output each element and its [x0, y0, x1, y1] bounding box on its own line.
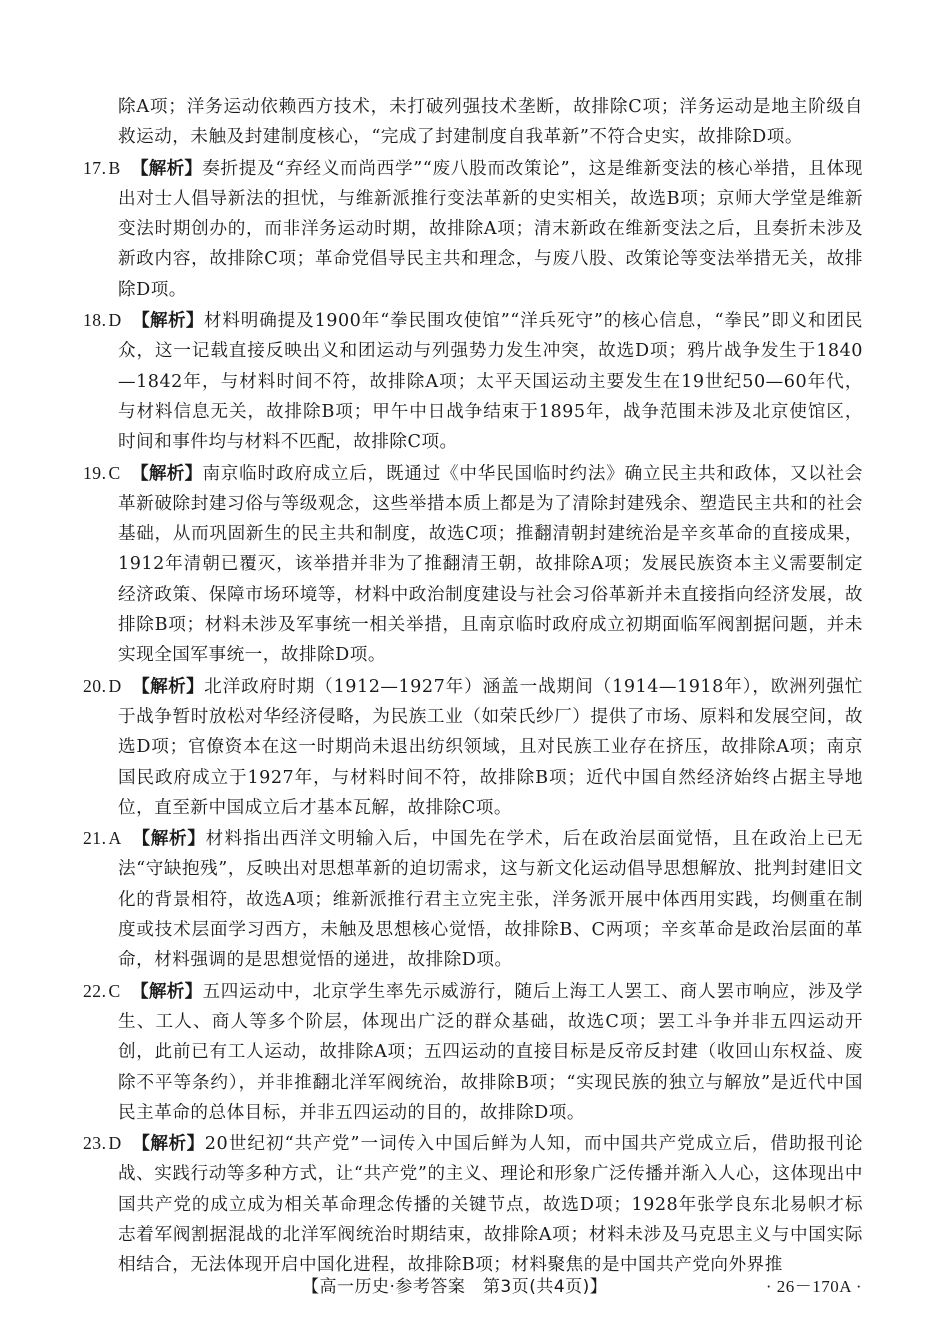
answer-choice: D	[108, 1133, 122, 1154]
answer-item	[83, 1128, 863, 1280]
answer-head	[83, 1134, 132, 1154]
analysis-label: 【解析】	[131, 311, 204, 332]
answer-item	[83, 153, 863, 305]
answer-choice: D	[108, 310, 122, 331]
answer-item	[83, 976, 863, 1128]
question-number: 17.	[83, 157, 107, 178]
analysis-text: 材料明确提及1900年“拳民围攻使馆”“洋兵死守”的核心信息，“拳民”即义和团民众，这一记载直接反映出义和团运动与列强势力发生冲突，故选D项；鸦片战争发生于1840—1842年，与材料时间不符，故排除A项；太平天国运动主要发生在19世纪50—60年代，与材料信息无关，故排除B项；甲午中日战争结束于1895年，战争范围未涉及北京使馆区，时间和事件均与材料不匹配，故排除C项。	[118, 311, 863, 453]
answer-head	[83, 311, 132, 331]
question-number: 20.	[83, 675, 107, 696]
analysis-label: 【解析】	[130, 463, 203, 484]
answer-choice: B	[108, 157, 121, 178]
footer-code: · 26－170A ·	[765, 1277, 862, 1296]
analysis-label: 【解析】	[131, 676, 205, 697]
answer-item	[83, 823, 863, 975]
answer-head	[83, 159, 131, 179]
analysis-text: 南京临时政府成立后，既通过《中华民国临时约法》确立民主共和政体，又以社会革新破除封建习俗与等级观念，这些举措本质上都是为了清除封建残余、塑造民主共和的社会基础，从而巩固新生的民主共和制度，故选C项；推翻清朝封建统治是辛亥革命的直接成果，1912年清朝已覆灭，该举措并非为了推翻清王朝，故排除A项；发展民族资本主义需要制定经济政策、保障市场环境等，材料中政治制度建设与社会习俗革新并未直接指向经济发展，故排除B项；材料未涉及军事统一相关举措，且南京临时政府成立初期面临军阀割据问题，并未实现全国军事统一，故排除D项。	[118, 463, 863, 666]
answer-choice: A	[108, 828, 122, 849]
analysis-text: 五四运动中，北京学生率先示威游行，随后上海工人罢工、商人罢市响应，涉及学生、工人、商人等多个阶层，体现出广泛的群众基础，故选C项；罢工斗争并非五四运动开创，此前已有工人运动，故排除A项；五四运动的直接目标是反帝反封建（收回山东权益、废除不平等条约），并非推翻北洋军阀统治，故排除B项；“实现民族的独立与解放”是近代中国民主革命的总体目标，并非五四运动的目的，故排除D项。	[118, 981, 863, 1123]
question-number: 23.	[83, 1133, 107, 1154]
question-number: 21.	[83, 828, 107, 849]
page-footer	[0, 1272, 950, 1302]
answer-content	[83, 92, 863, 1281]
question-number: 18.	[83, 310, 107, 331]
answer-item	[83, 671, 863, 823]
analysis-text: 奏折提及“弃经义而尚西学”“废八股而改策论”，这是维新变法的核心举措，且体现出对士人倡导新法的担忧，与维新派推行变法革新的史实相关，故选B项；京师大学堂是维新变法时期创办的，而非洋务运动时期，故排除A项；清末新政在维新变法之后，且奏折未涉及新政内容，故排除C项；革命党倡导民主共和理念，与废八股、改策论等变法举措无关，故排除D项。	[118, 158, 863, 300]
analysis-label: 【解析】	[131, 829, 206, 850]
analysis-text: 材料指出西洋文明输入后，中国先在学术，后在政治层面觉悟，且在政治上已无法“守缺抱残”，反映出对思想革新的迫切需求，这与新文化运动倡导思想解放、批判封建旧文化的背景相符，故选A项；维新派推行君主立宪主张，洋务派开展中体西用实践，均侧重在制度或技术层面学习西方，未触及思想核心觉悟，故排除B、C两项；辛亥革命是政治层面的革命，材料强调的是思想觉悟的递进，故排除D项。	[118, 829, 863, 971]
answer-head	[83, 677, 132, 697]
question-number: 19.	[83, 462, 107, 483]
analysis-label: 【解析】	[131, 1134, 205, 1155]
question-number: 22.	[83, 980, 107, 1001]
answer-head	[83, 829, 132, 849]
analysis-text: 20世纪初“共产党”一词传入中国后鲜为人知，而中国共产党成立后，借助报刊论战、实践行动等多种方式，让“共产党”的主义、理论和形象广泛传播并渐入人心，这体现出中国共产党的成立成为相关革命理念传播的关键节点，故选D项；1928年张学良东北易帜才标志着军阀割据混战的北洋军阀统治时期结束，故排除A项；材料未涉及马克思主义与中国实际相结合，无法体现开启中国化进程，故排除B项；材料聚焦的是中国共产党向外界推	[118, 1134, 863, 1276]
answer-item	[83, 305, 863, 457]
analysis-label: 【解析】	[130, 158, 203, 179]
answer-choice: C	[108, 462, 121, 483]
analysis-label: 【解析】	[130, 981, 203, 1002]
continued-explanation: 除A项；洋务运动依赖西方技术，未打破列强技术垄断，故排除C项；洋务运动是地主阶级自救运动，未触及封建制度核心，“完成了封建制度自我革新”不符合史实，故排除D项。	[118, 97, 863, 148]
footer-title: 【高一历史·参考答案 第3页(共4页)】	[302, 1277, 608, 1297]
answer-item	[83, 458, 863, 671]
answer-choice: C	[108, 980, 121, 1001]
answer-choice: D	[108, 675, 122, 696]
answer-head	[83, 982, 131, 1002]
answer-head	[83, 464, 131, 484]
analysis-text: 北洋政府时期（1912—1927年）涵盖一战期间（1914—1918年），欧洲列强忙于战争暂时放松对华经济侵略，为民族工业（如荣氏纱厂）提供了市场、原料和发展空间，故选D项；官僚资本在这一时期尚未退出纺织领域，且对民族工业存在挤压，故排除A项；南京国民政府成立于1927年，与材料时间不符，故排除B项；近代中国自然经济始终占据主导地位，直至新中国成立后才基本瓦解，故排除C项。	[118, 676, 863, 818]
answer-list	[83, 153, 863, 1281]
